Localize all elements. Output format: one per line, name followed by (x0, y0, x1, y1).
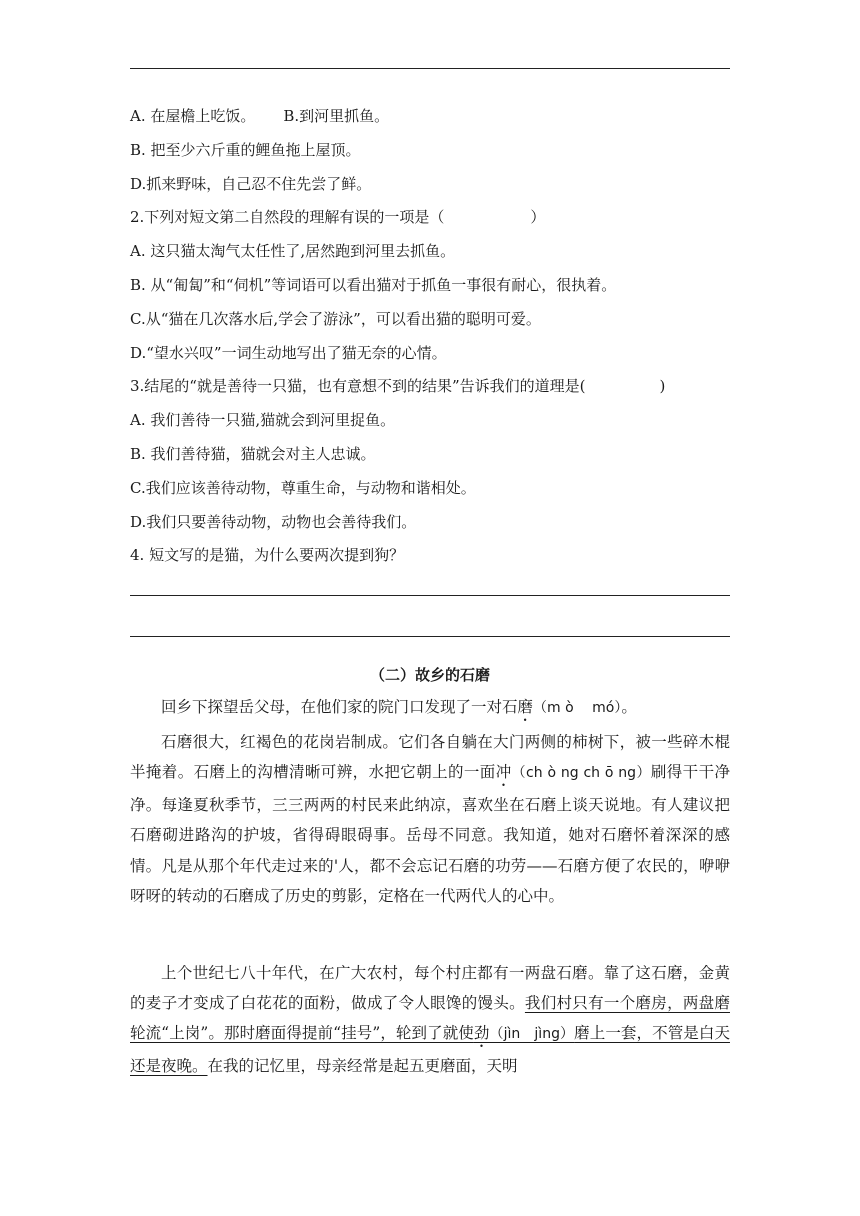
pinyin-choice: （jìn jìng） (489, 1026, 575, 1043)
pinyin-choice: （m ò mó） (533, 700, 622, 716)
underlined-sentence: 我们村只有一个磨房，两盘磨轮流“上岗”。那时磨面得提前“挂号”，轮到了就使 (130, 994, 730, 1043)
text: 刷得干干净净。每逢夏秋季节，三三两两的村民来此纳凉，喜欢坐在石磨上谈天说地。有人建议把石磨砌进路沟的护坡，省得碍眼碍事。岳母不同意。我知道，她对石磨怀着深深的感情。凡是从那个年代走过来的'人，都不会忘记石磨的功劳——石磨方便了农民的，咿咿呀呀的转动的石磨成了历史的剪影，定格在一代两代人的心中。 (130, 763, 730, 905)
text: 回乡下探望岳父母，在他们家的院门口发现了一对石 (161, 698, 518, 716)
stem-text: 2.下列对短文第二自然段的理解有误的一项是（ (130, 208, 445, 226)
option-c: C.从“猫在几次落水后,学会了游泳”，可以看出猫的聪明可爱。 (130, 310, 541, 328)
paragraph-2 (130, 727, 730, 911)
option-b: B. 从“匍匐”和“伺机”等词语可以看出猫对于抓鱼一事很有耐心，很执着。 (130, 276, 617, 294)
question-stem (130, 207, 740, 227)
question-stem: 4. 短文写的是猫，为什么要两次提到狗？ (130, 546, 405, 564)
option-a: A. 我们善待一只猫,猫就会到河里捉鱼。 (130, 411, 396, 429)
option-row (130, 106, 740, 126)
text: 石磨很大，红褐色的花岗岩制成。它们各自躺在大门两侧的柿树下，被一些碎木棍半掩着。石磨上的沟槽清晰可辨，水把它朝上的一面 (130, 733, 730, 782)
answer-line (130, 595, 730, 596)
answer-line (130, 636, 730, 637)
option-c: C.我们应该善待动物，尊重生命，与动物和谐相处。 (130, 479, 476, 497)
option-d: D.“望水兴叹”一词生动地写出了猫无奈的心情。 (130, 344, 447, 362)
option-d: D.抓来野味，自己忍不住先尝了鲜。 (130, 175, 372, 193)
emphasized-char: 冲 (495, 763, 512, 782)
option-b-full: B. 把至少六斤重的鲤鱼拖上屋顶。 (130, 141, 361, 159)
emphasized-char: 劲 (473, 1024, 490, 1043)
question-stem (130, 376, 740, 396)
underlined-sentence: 磨上一套，不管是白天还是夜晚。 (130, 1024, 730, 1076)
section-title: （二）故乡的石磨 (369, 666, 490, 684)
option-a: A. 在屋檐上吃饭。 (130, 107, 256, 125)
answer-blank-close: ） (530, 208, 546, 226)
text: 在我的记忆里，母亲经常是起五更磨面，天明 (207, 1057, 518, 1076)
answer-blank-close: ) (659, 377, 666, 395)
pinyin-choice: （ch ò ng ch ō ng） (511, 765, 651, 782)
option-d: D.我们只要善待动物，动物也会善待我们。 (130, 513, 417, 531)
option-b: B. 我们善待猫，猫就会对主人忠诚。 (130, 445, 376, 463)
text: 。 (621, 698, 637, 716)
text: 上个世纪七八十年代，在广大农村，每个村庄都有一两盘石磨。靠了这石磨，金黄的麦子才变成了白花花的面粉，做成了令人眼馋的馒头。 (130, 964, 730, 1013)
emphasized-char: 磨 (517, 698, 534, 716)
option-a: A. 这只猫太淘气太任性了,居然跑到河里去抓鱼。 (130, 242, 456, 260)
top-rule (130, 68, 730, 69)
option-b: B.到河里抓鱼。 (283, 107, 390, 125)
paragraph-1 (130, 692, 730, 725)
stem-text: 3.结尾的“就是善待一只猫，也有意想不到的结果”告诉我们的道理是( (130, 377, 586, 395)
paragraph-3 (130, 958, 730, 1082)
